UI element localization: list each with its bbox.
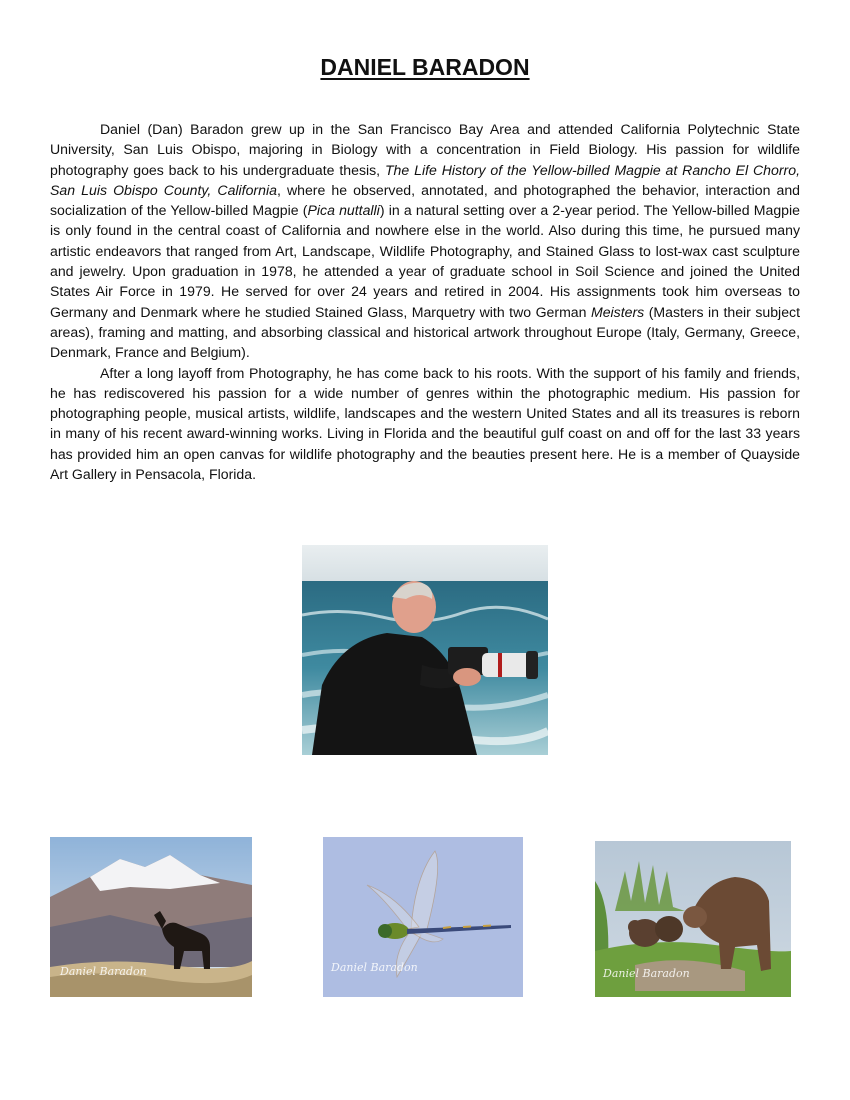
text-run: ) in a natural setting over a 2-year period. The Yellow-billed Magpie is only found in the central coast of California and nowhere else in the world. Also during this time, he pursued many artistic endeavors that ranged from Art, Landscape, Wildlife Photography, and Stained Glass to lost-wax cast sculpture and jewelry. Upon graduation in 1978, he attended a year of graduate school in Soil Science and joined the United States Air Force in 1979. He served for over 24 years and retired in 2004. His assignments took him overseas to Germany and Denmark where he studied Stained Glass, Marquetry with two German [50,202,800,320]
horse-mountain-photo [50,837,252,997]
photographer-portrait-image [302,545,548,755]
dragonfly-photo [323,837,523,997]
bears-photo-signature: Daniel Baradon [603,967,690,980]
italic-text-run: Pica nuttalli [307,202,380,219]
dragonfly-photo-signature: Daniel Baradon [331,961,418,974]
italic-text-run: The Life History of the Yellow-billed Magpie at Rancho El Chorro, San Luis Obispo County, California [50,161,800,198]
italic-text-run: Meisters [590,303,645,320]
page-title: DANIEL BARADON [320,54,530,80]
horse-photo-signature: Daniel Baradon [60,965,147,978]
text-run: Daniel (Dan) Baradon grew up in the San Francisco Bay Area and attended California Polytechnic State University, San Luis Obispo, majoring in Biology with a concentration in Field Biology. His passion for wildlife photography goes back to his undergraduate thesis, [50,121,800,178]
text-run: (Masters in their subject areas), framing and matting, and absorbing classical and historical artwork throughout Europe (Italy, Germany, Greece, Denmark, France and Belgium). [50,303,800,361]
biography [50,119,800,484]
bio-paragraph-1 [50,119,800,363]
text-run: , where he observed, annotated, and photographed the behavior, interaction and socialization of the Yellow-billed Magpie ( [50,181,801,219]
bears-photo [595,841,791,997]
bio-paragraph-2: After a long layoff from Photography, he has come back to his roots. With the support of his family and friends, he has rediscovered his passion for a wide number of genres within the photographic medium. His passion for photographing people, musical artists, wildlife, landscapes and the western United States and all its treasures is reborn in many of his recent award-winning works. Living in Florida and the beautiful gulf coast on and off for the last 33 years has provided him an open canvas for wildlife photography and the beauties present here. He is a member of Quayside Art Gallery in Pensacola, Florida. [50,364,800,483]
